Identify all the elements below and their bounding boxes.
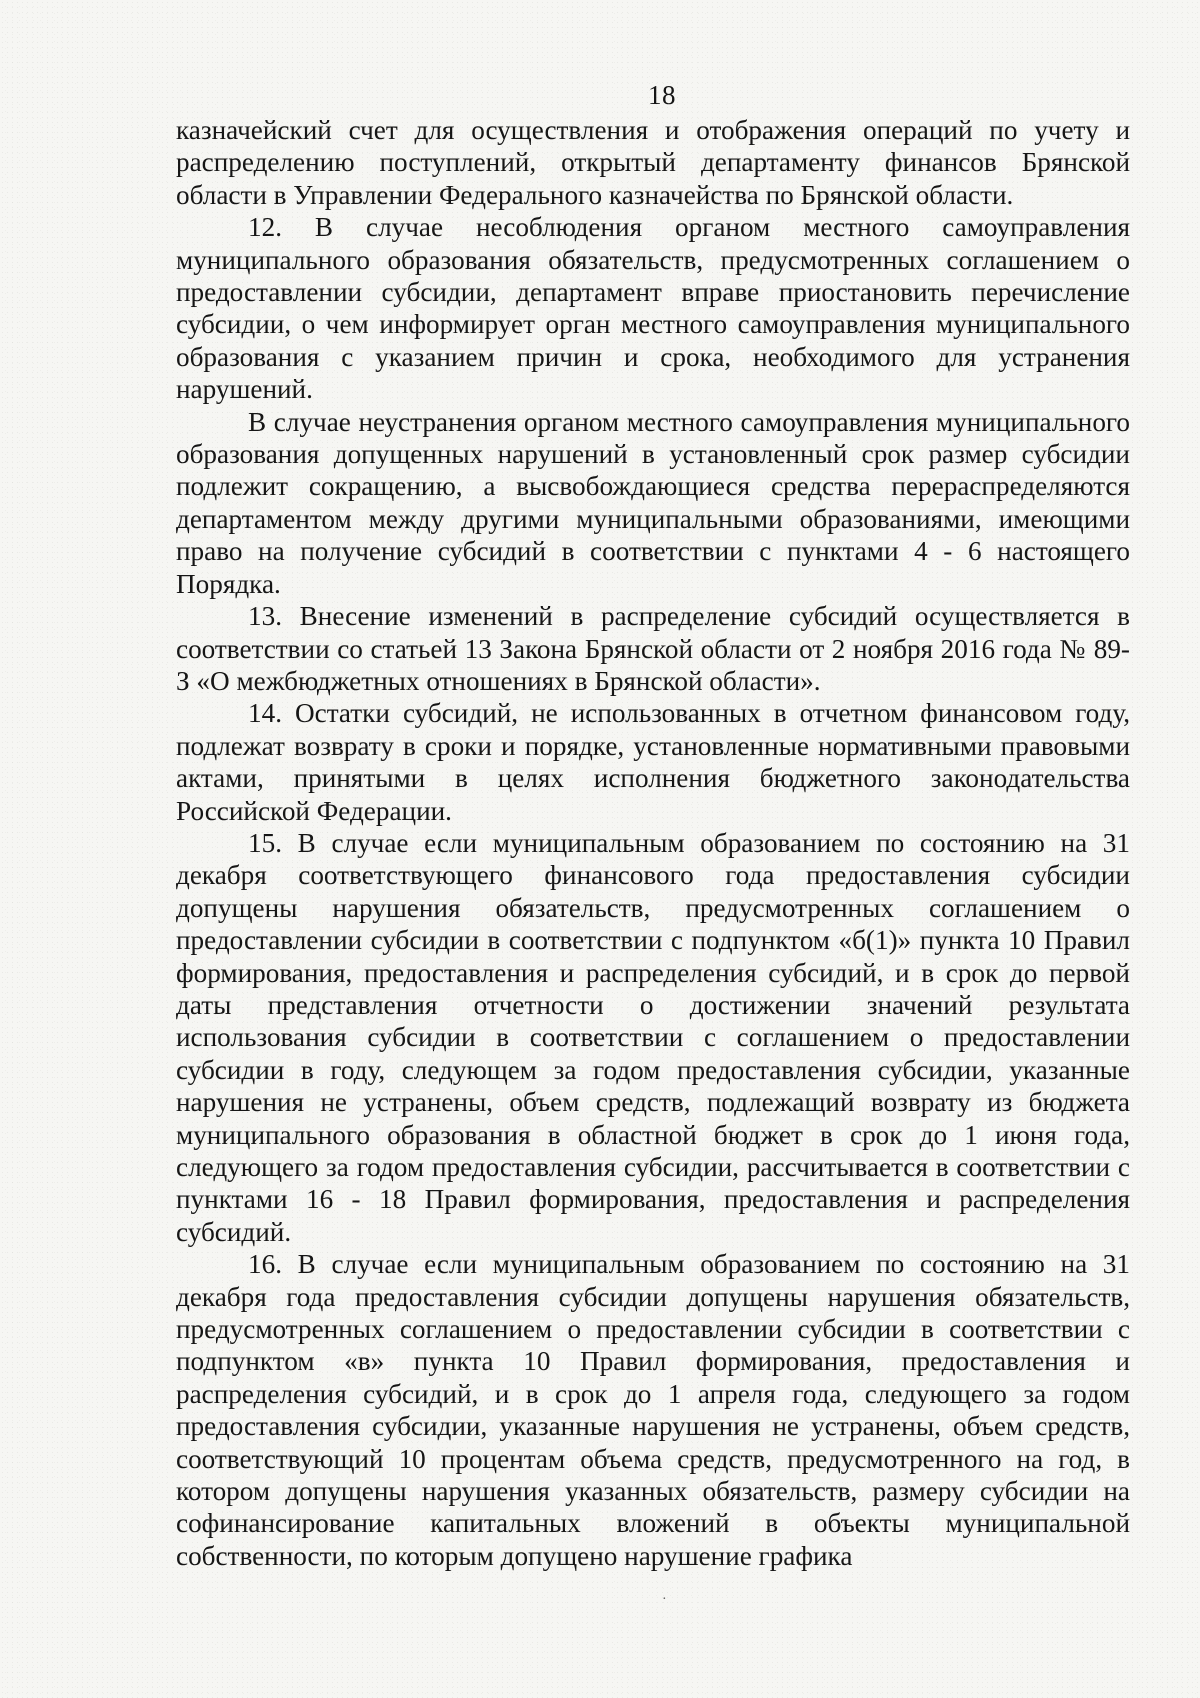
paragraph-12-continued: В случае неустранения органом местного самоуправления муниципального образования допущенных нарушений в установленный срок размер субсидии подлежит сокращению, а высвобождающиеся средства перераспределяются департаментом между другими муниципальными образованиями, имеющими право на получение субсидий в соответствии с пунктами 4 - 6 настоящего Порядка. <box>176 406 1130 599</box>
scan-speck: · <box>662 1592 667 1607</box>
page-number: 18 <box>648 80 676 110</box>
paragraph-16: 16. В случае если муниципальным образованием по состоянию на 31 декабря года предоставления субсидии допущены нарушения обязательств, предусмотренных соглашением о предоставлении субсидии в соответствии с подпунктом «в» пункта 10 Правил формирования, предоставления и распределения субсидий, и в срок до 1 апреля года, следующего за годом предоставления субсидии, указанные нарушения не устранены, объем средств, соответствующий 10 процентам объема средств, предусмотренного на год, в котором допущены нарушения указанных обязательств, размеру субсидии на софинансирование капитальных вложений в объекты муниципальной собственности, по которым допущено нарушение графика <box>176 1249 1130 1571</box>
paragraph-continuation: казначейский счет для осуществления и отображения операций по учету и распределению поступлений, открытый департаменту финансов Брянской области в Управлении Федерального казначейства по Брянской области. <box>176 115 1130 210</box>
paragraph-15: 15. В случае если муниципальным образованием по состоянию на 31 декабря соответствующего финансового года предоставления субсидии допущены нарушения обязательств, предусмотренных соглашением о предоставлении субсидии в соответствии с подпунктом «б(1)» пункта 10 Правил формирования, предоставления и распределения субсидий, и в срок до первой даты представления отчетности о достижении значений результата использования субсидии в соответствии с соглашением о предоставлении субсидии в году, следующем за годом предоставления субсидии, указанные нарушения не устранены, объем средств, подлежащий возврату из бюджета муниципального образования в областной бюджет в срок до 1 июня года, следующего за годом предоставления субсидии, рассчитывается в соответствии с пунктами 16 - 18 Правил формирования, предоставления и распределения субсидий. <box>176 827 1130 1247</box>
document-body <box>176 114 1130 1572</box>
paragraph-12: 12. В случае несоблюдения органом местного самоуправления муниципального образования обязательств, предусмотренных соглашением о предоставлении субсидии, департамент вправе приостановить перечисление субсидии, о чем информирует орган местного самоуправления муниципального образования с указанием причин и срока, необходимого для устранения нарушений. <box>176 212 1130 405</box>
paragraph-14: 14. Остатки субсидий, не использованных в отчетном финансовом году, подлежат возврату в сроки и порядке, установленные нормативными правовыми актами, принятыми в целях исполнения бюджетного законодательства Российской Федерации. <box>176 698 1130 826</box>
paragraph-13: 13. Внесение изменений в распределение субсидий осуществляется в соответствии со статьей 13 Закона Брянской области от 2 ноября 2016 года № 89-З «О межбюджетных отношениях в Брянской области». <box>176 601 1130 696</box>
